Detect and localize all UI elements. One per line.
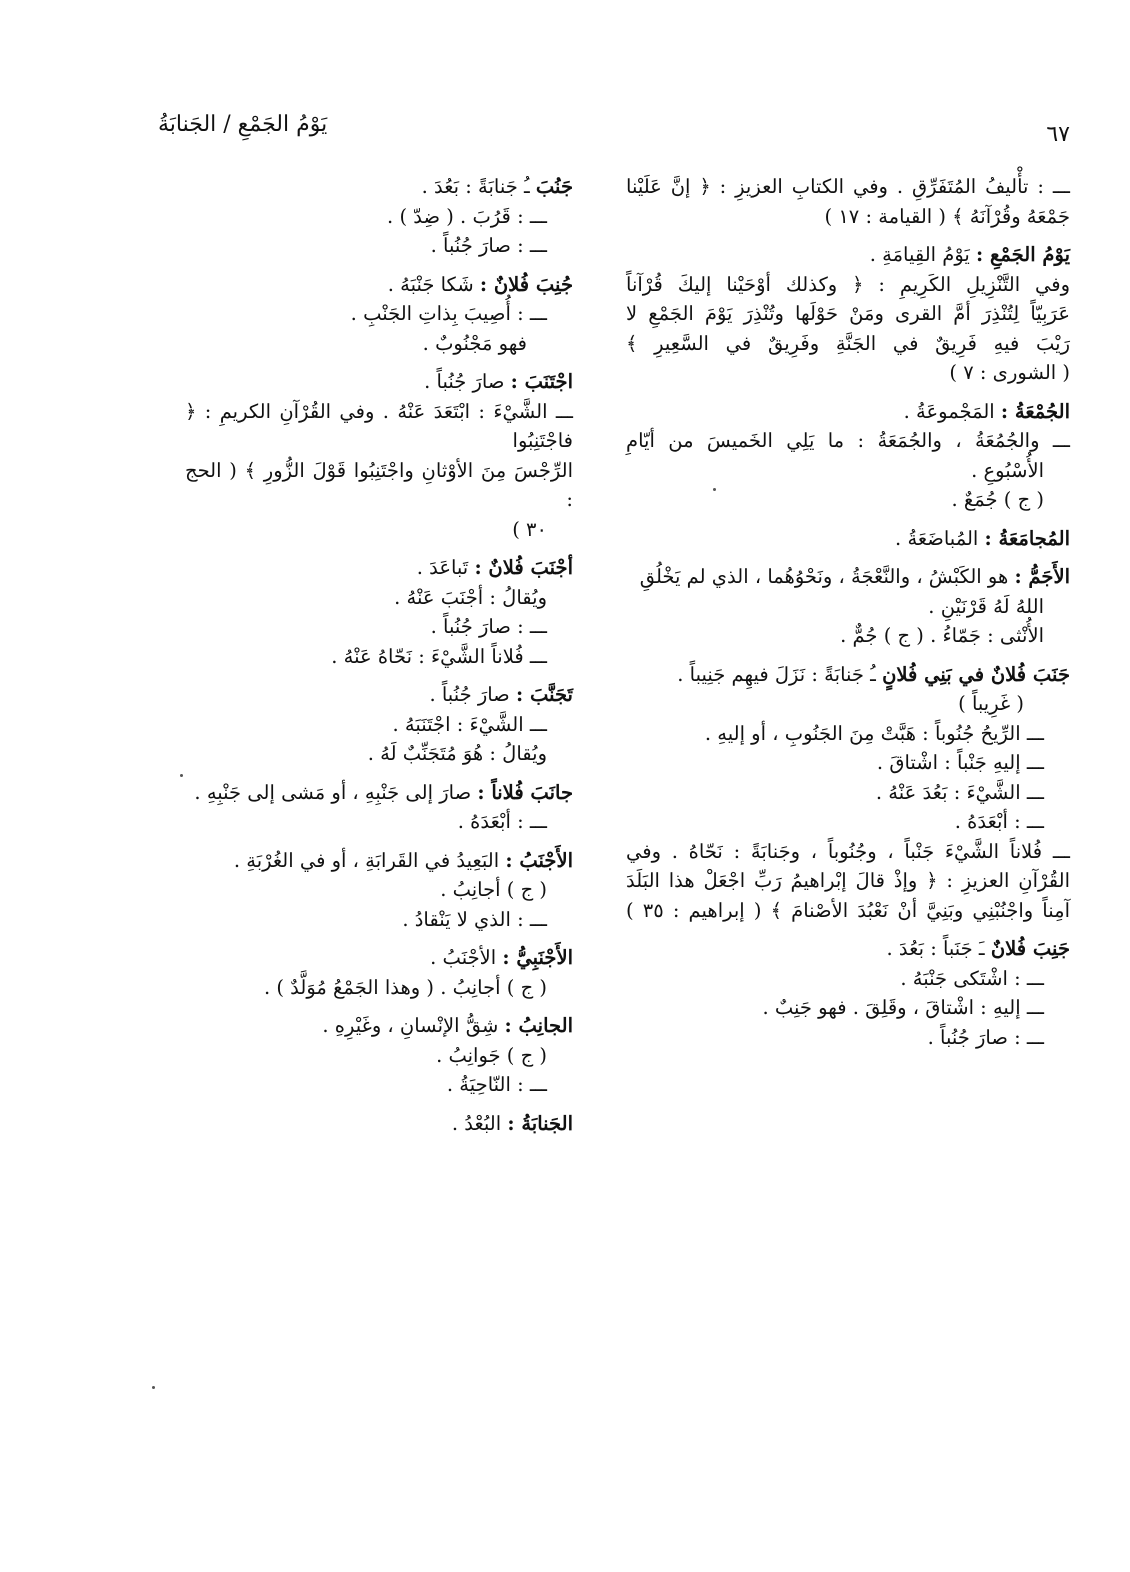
dictionary-entry (626, 524, 1070, 554)
entry-line: ويُقالُ : أجْنَبَ عَنْهُ . (394, 585, 547, 609)
entry-line: وفي التَّنْزِيلِ الكَرِيمِ : ﴿ وكذلك أوْحَيْنا إليكَ قُرْآناً (626, 272, 1070, 296)
entry-line: الرِّجْسَ مِنَ الأوْثانِ واجْتَنِبُوا قَوْلَ الزُّورِ ﴾ ( الحج : (185, 458, 573, 511)
entry-first-line (626, 934, 1070, 964)
entry-line: الأُسْبُوعِ . (971, 458, 1044, 482)
entry-line: جَمْعَهُ وقُرْآنَهُ ﴾ ( القيامة : ١٧ ) (824, 204, 1070, 228)
entry-headword: الجَنابَةُ : (507, 1111, 573, 1135)
entry-first-line (626, 240, 1070, 270)
entry-headword: المُجامَعَةُ : (984, 526, 1070, 550)
entry-headword: اجْتَنَبَ : (510, 370, 573, 393)
entry-line: ـــ : قَرُبَ . ( ضِدّ ) . (387, 204, 547, 228)
entry-line: اللهُ لَهُ قَرْنَيْنِ . (928, 594, 1044, 618)
dictionary-entry (185, 1109, 573, 1139)
entry-headword: الأَجَمُّ : (1014, 565, 1070, 588)
entry-line: ـــ إليهِ جَنْباً : اشْتاقَ . (876, 751, 1044, 774)
entry-definition: ـُ جَنابَةً : نَزَلَ فيهِم جَنِيباً . (677, 662, 883, 686)
entry-first-line (626, 397, 1070, 427)
entry-headword: الجُمْعَةُ : (1000, 399, 1070, 423)
entry-line: ـــ : اشْتَكى جَنْبَهُ . (900, 966, 1044, 990)
entry-headword: الأَجْنَبُ : (505, 848, 573, 872)
entry-line: ( ج ) جُمَعٌ . (951, 488, 1044, 511)
entry-headword: تَجَنَّبَ : (515, 683, 573, 706)
dictionary-entry (185, 270, 573, 359)
entry-definition: ـَ جَنَباً : بَعُدَ . (886, 937, 991, 960)
dictionary-entry (626, 660, 1070, 926)
scan-speck (713, 488, 716, 491)
entry-line: آمِناً واجْنُبْنِي وبَنِيَّ أنْ نَعْبُدَ الأصْنامَ ﴾ ( إبراهيم : ٣٥ ) (626, 898, 1070, 922)
dictionary-entry (185, 172, 573, 261)
entry-definition: تَباعَدَ . (416, 556, 475, 579)
entry-first-line (185, 1109, 573, 1139)
entry-line: ـــ الرِّيحُ جُنُوباً : هَبَّتْ مِنَ الجَنُوبِ ، أو إليهِ . (704, 721, 1044, 745)
entry-line: ـــ : النّاحِيَةُ . (446, 1073, 547, 1096)
entry-line: ـــ : صارَ جُنُباً . (927, 1025, 1044, 1049)
entry-headword: الجانِبُ : (504, 1014, 573, 1037)
entry-line: ـــ والجُمُعَةُ ، والجُمَعَةُ : ما يَلِي الخَميسَ من أيّامِ (626, 429, 1070, 452)
entry-line: ( ج ) أجانِبُ . (440, 878, 547, 901)
entry-headword: جانَبَ فُلاناً : (477, 780, 573, 804)
entry-line: ( غَرِيباً ) (958, 692, 1024, 715)
entry-definition: شَكا جَنْبَهُ . (387, 272, 480, 296)
entry-line: ـــ : أبْعَدَهُ . (954, 810, 1044, 833)
entry-definition: البَعِيدُ في القَرابَةِ ، أو في الغُرْبَةِ . (233, 848, 506, 872)
entry-definition: شِقُّ الإنْسانِ ، وغَيْرِهِ . (322, 1014, 505, 1037)
dictionary-entry (185, 553, 573, 671)
dictionary-entry (185, 1011, 573, 1100)
dictionary-entry (626, 397, 1070, 515)
entry-definition: المَجْموعَةُ . (903, 399, 1001, 423)
entry-headword: جَنُبَ (535, 175, 573, 198)
entry-line: ـــ : تأْليفُ المُتَفَرِّقِ . وفي الكتابِ العزيزِ : ﴿ إنَّ عَلَيْنا (626, 175, 1070, 198)
scan-speck (152, 1386, 155, 1389)
entry-line: ـــ : أبْعَدَهُ . (457, 810, 547, 833)
entry-line: ـــ : الذي لا يَنْقادُ . (402, 907, 547, 931)
entry-line: ـــ الشَّيْءَ : ابْتَعَدَ عَنْهُ . وفي القُرْآنِ الكريمِ : ﴿ فاجْتَنِبُوا (185, 399, 573, 452)
entry-line: ـــ : صارَ جُنُباً . (430, 615, 547, 638)
dictionary-entry (626, 934, 1070, 1052)
dictionary-entry (185, 846, 573, 935)
entry-first-line (626, 562, 1070, 592)
entry-line: ـــ : صارَ جُنُباً . (430, 234, 547, 257)
entry-headword: يَوْمُ الجَمْعِ : (976, 243, 1070, 266)
entry-definition: صارَ جُنُباً . (429, 683, 516, 706)
entry-headword: أجْنَبَ فُلانٌ : (474, 556, 573, 579)
entry-headword: الأَجْنَبِيُّ : (502, 946, 573, 969)
entry-definition: المُباضَعَةُ . (895, 526, 985, 550)
entry-definition: يَوْمُ القِيامَةِ . (869, 243, 977, 266)
page-number: ٦٧ (1046, 122, 1070, 147)
entry-line: ٣٠ ) (512, 517, 547, 541)
entry-line: رَيْبَ فيهِ فَرِيقٌ في الجَنَّةِ وفَرِيقٌ في السَّعِيرِ ﴾ (626, 331, 1070, 355)
entry-line: ـــ فُلاناً الشَّيْءَ جَنْباً ، وجُنُوباً ، وجَنابَةً : نَحّاهُ . وفي (626, 839, 1070, 863)
entry-line: القُرْآنِ العزيزِ : ﴿ وإذْ قالَ إبْراهيمُ رَبِّ اجْعَلْ هذا البَلَدَ (626, 869, 1070, 892)
entry-first-line (185, 846, 573, 876)
entry-headword: جَنِبَ فُلانٌ (990, 937, 1070, 960)
entry-line: ( ج ) جَوانِبُ . (436, 1043, 547, 1067)
entry-first-line (185, 172, 573, 202)
entry-line: ( الشورى : ٧ ) (949, 361, 1070, 384)
entry-line: عَرَبِيّاً لِتُنْذِرَ أمَّ القرى ومَنْ حَوْلَها وتُنْذِرَ يَوْمَ الجَمْعِ لا (626, 302, 1070, 325)
dictionary-entry (185, 778, 573, 837)
entry-first-line (185, 270, 573, 300)
dictionary-entry (185, 680, 573, 769)
entry-line: ـــ الشَّيْءَ : اجْتَنَبَهُ . (392, 712, 547, 736)
entry-first-line (185, 680, 573, 710)
dictionary-entry (185, 367, 573, 544)
entry-headword: جَنَبَ فُلانٌ في بَنِي فُلانٍ (882, 662, 1070, 686)
entry-line: ـــ : أُصِيبَ بِذاتِ الجَنْبِ . (350, 302, 547, 325)
entry-first-line (185, 943, 573, 973)
entry-first-line (626, 524, 1070, 554)
entry-line: ويُقالُ : هُوَ مُتَجَنِّبٌ لَهُ . (367, 742, 547, 765)
entry-first-line (185, 553, 573, 583)
dictionary-entry (626, 240, 1070, 388)
dictionary-entry (185, 943, 573, 1002)
entry-first-line (185, 1011, 573, 1041)
entry-definition: هو الكَبْشُ ، والنَّعْجَةُ ، ونَحْوُهُما ، الذي لم يَخْلُقِ (639, 565, 1015, 588)
dictionary-entry (626, 172, 1070, 231)
entry-definition: صارَ جُنُباً . (424, 370, 511, 393)
entry-line: ـــ الشَّيْءَ : بَعُدَ عَنْهُ . (875, 780, 1044, 804)
entry-definition: البُعْدُ . (451, 1111, 508, 1135)
right-column (626, 172, 1070, 1061)
entry-definition: ـُ جَنابَةً : بَعُدَ . (421, 175, 536, 198)
dictionary-entry (626, 562, 1070, 651)
entry-line: الأُنْثى : جَمّاءُ . ( ج ) جُمٌّ . (840, 624, 1044, 647)
entry-headword: جُنِبَ فُلانٌ : (479, 272, 573, 296)
entry-line: ـــ إليهِ : اشْتاقَ ، وقَلِقَ . فهو جَنِبٌ . (762, 996, 1044, 1019)
entry-definition: صارَ إلى جَنْبِهِ ، أو مَشى إلى جَنْبِهِ . (194, 780, 478, 804)
running-header-title: يَوْمُ الجَمْعِ / الجَنابَةُ (158, 112, 328, 137)
entry-line: ـــ فُلاناً الشَّيْءَ : نَحّاهُ عَنْهُ . (331, 644, 547, 668)
entry-first-line (185, 367, 573, 397)
entry-line: ( ج ) أجانِبُ . ( وهذا الجَمْعُ مُوَلَّدٌ ) . (263, 975, 547, 999)
entry-definition: الأجْنَبُ . (430, 946, 503, 969)
entry-line: فهو مَجْنُوبٌ . (422, 331, 527, 355)
entry-first-line (185, 778, 573, 808)
entry-first-line (626, 660, 1070, 690)
scan-speck (180, 774, 183, 777)
left-column (185, 172, 573, 1147)
